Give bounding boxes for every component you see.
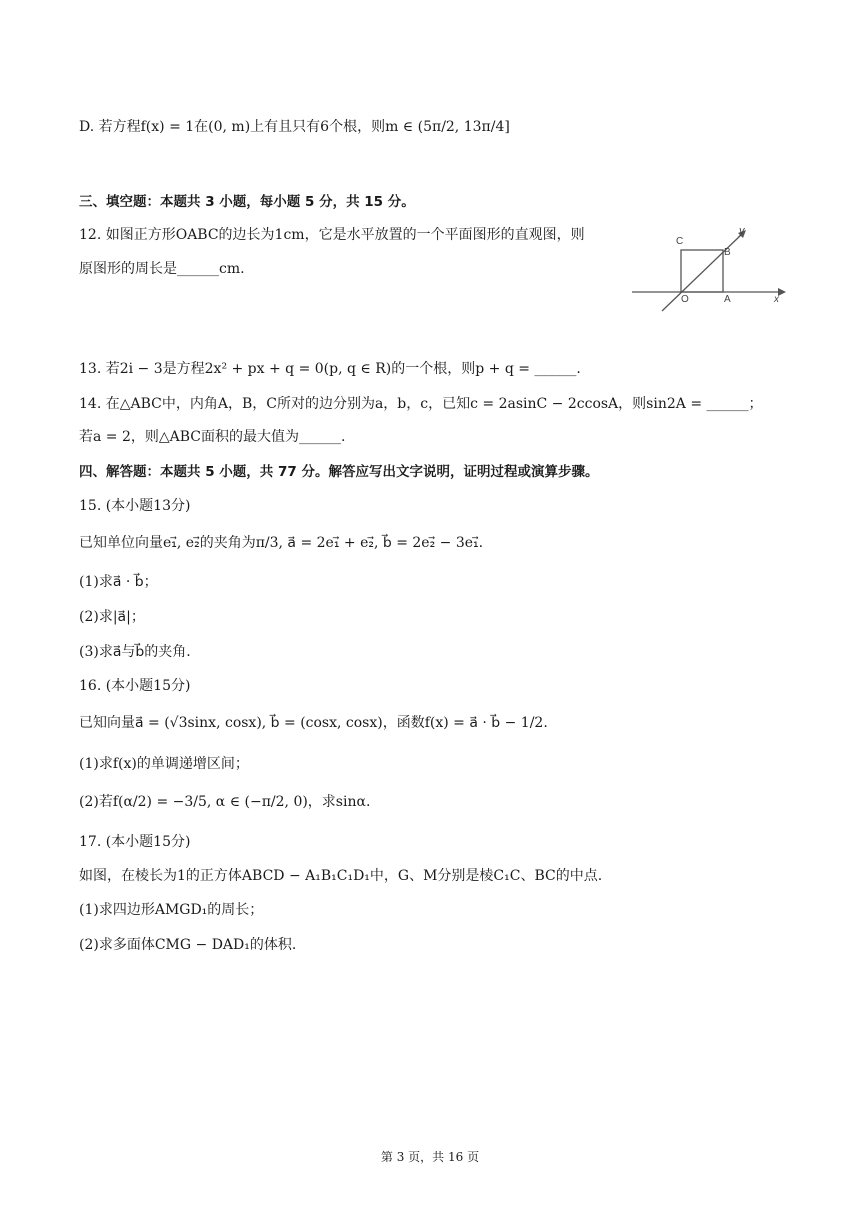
label-c: C (676, 236, 684, 247)
question-15-part-1: (1)求a⃗ · b⃗； (79, 574, 158, 590)
question-14-line-1: 14. 在△ABC中，内角A，B，C所对的边分别为a，b，c，已知c = 2asinC − 2ccosA，则sin2A = ______； (79, 396, 763, 412)
question-17-stem: 如图，在棱长为1的正方体ABCD − A₁B₁C₁D₁中，G、M分别是棱C₁C、BC的中点. (79, 868, 603, 884)
question-17-part-2: (2)求多面体CMG − DAD₁的体积. (79, 937, 297, 953)
question-12-line-2: 原图形的周长是______cm. (79, 261, 245, 277)
question-17-part-1: (1)求四边形AMGD₁的周长； (79, 902, 264, 918)
label-y: y (739, 225, 745, 237)
question-16-stem: 已知向量a⃗ = (√3sinx, cosx), b⃗ = (cosx, cosx)，函数f(x) = a⃗ · b⃗ − 1/2. (79, 715, 548, 731)
question-16-header: 16. (本小题15分) (79, 678, 191, 694)
label-a: A (724, 294, 731, 305)
label-x: x (774, 294, 779, 305)
line-option-d: D. 若方程f(x) = 1在(0, m)上有且只有6个根，则m ∈ (5π/2, 13π/4] (79, 119, 510, 135)
label-o: O (681, 294, 689, 305)
question-15-header: 15. (本小题13分) (79, 498, 191, 514)
question-12-line-1: 12. 如图正方形OABC的边长为1cm，它是水平放置的一个平面图形的直观图，则 (79, 227, 585, 243)
oblique-drawing-figure (632, 222, 792, 314)
question-15-part-2: (2)求|a⃗|； (79, 609, 145, 625)
page-footer: 第 3 页，共 16 页 (380, 1150, 480, 1164)
question-16-part-2: (2)若f(α/2) = −3/5, α ∈ (−π/2, 0)，求sinα. (79, 794, 371, 810)
section-heading-solutions: 四、解答题：本题共 5 小题，共 77 分。解答应写出文字说明，证明过程或演算步骤。 (79, 464, 599, 480)
question-15-part-3: (3)求a⃗与b⃗的夹角. (79, 644, 191, 660)
question-13: 13. 若2i − 3是方程2x² + px + q = 0(p, q ∈ R)的一个根，则p + q = ______. (79, 361, 581, 377)
question-15-stem: 已知单位向量e₁⃗, e₂⃗的夹角为π/3, a⃗ = 2e₁⃗ + e₂⃗, b⃗ = 2e₂⃗ − 3e₁⃗. (79, 535, 484, 551)
question-17-header: 17. (本小题15分) (79, 834, 191, 850)
section-heading-fill-in: 三、填空题：本题共 3 小题，每小题 5 分，共 15 分。 (79, 194, 415, 210)
question-16-part-1: (1)求f(x)的单调递增区间； (79, 756, 249, 772)
question-14-line-2: 若a = 2，则△ABC面积的最大值为______. (79, 429, 346, 445)
label-b: B (724, 247, 731, 258)
